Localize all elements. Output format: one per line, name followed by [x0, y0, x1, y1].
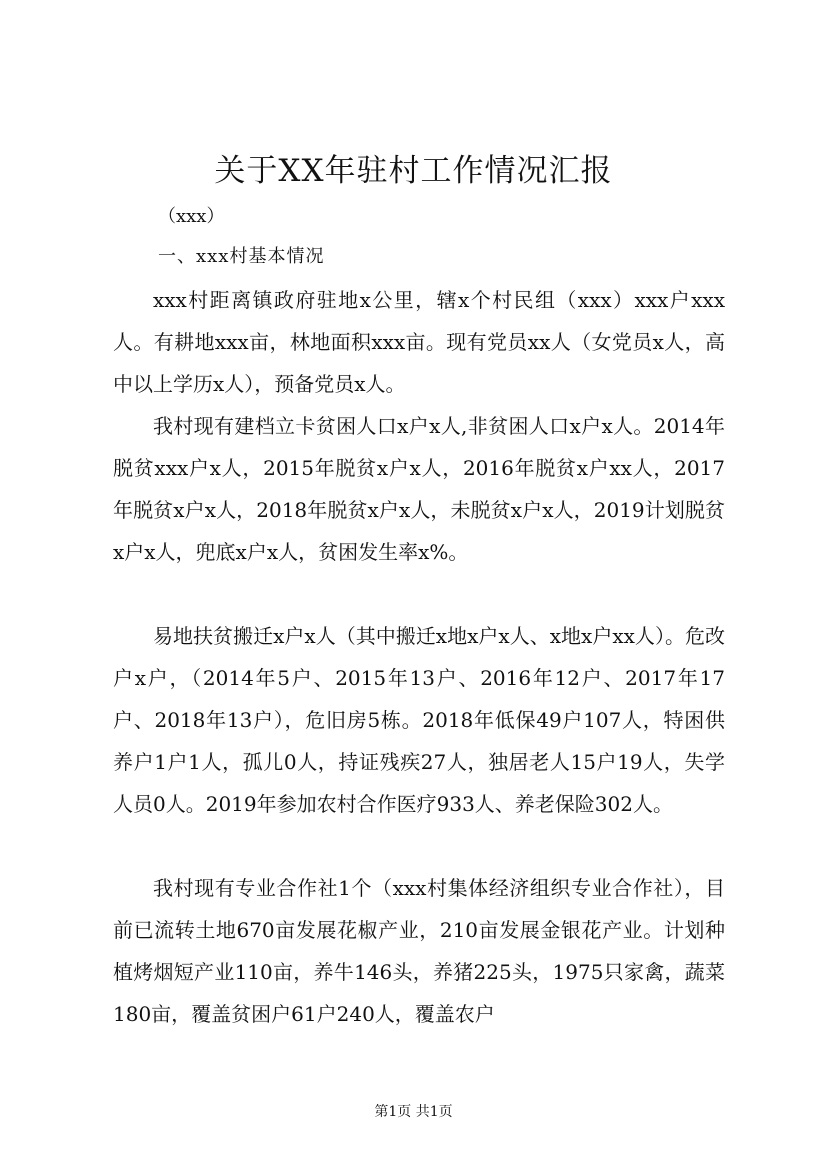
page-footer: 第1页 共1页	[374, 1104, 453, 1120]
paragraph: xxx村距离镇政府驻地x公里，辖x个村民组（xxx）xxx户xxx人。有耕地xxx亩，林地面积xxx亩。现有党员xx人（女党员x人，高中以上学历x人），预备党员x人。	[113, 288, 725, 396]
paragraph-block	[113, 615, 725, 825]
paragraph: 我村现有专业合作社1个（xxx村集体经济组织专业合作社），目前已流转土地670亩发展花椒产业，210亩发展金银花产业。计划种植烤烟短产业110亩，养牛146头，养猪225头，1975只家禽，蔬菜180亩，覆盖贫困户61户240人，覆盖农户	[113, 876, 725, 1026]
paragraph-block	[113, 279, 725, 405]
section-heading: 一、xxx村基本情况	[158, 246, 325, 267]
author-line: （xxx）	[158, 206, 225, 227]
paragraph-block	[113, 867, 725, 1035]
paragraph: 我村现有建档立卡贫困人口x户x人,非贫困人口x户x人。2014年脱贫xxx户x人，2015年脱贫x户x人，2016年脱贫x户xx人，2017年脱贫x户x人，2018年脱贫x户x人，未脱贫x户x人，2019计划脱贫x户x人，兜底x户x人，贫困发生率x%。	[113, 414, 725, 564]
paragraph: 易地扶贫搬迁x户x人（其中搬迁x地x户x人、x地x户xx人）。危改户x户，（2014年5户、2015年13户、2016年12户、2017年17户、2018年13户），危旧房5栋。2018年低保49户107人，特困供养户1户1人，孤儿0人，持证残疾27人，独居老人15户19人，失学人员0人。2019年参加农村合作医疗933人、养老保险302人。	[113, 624, 725, 816]
document-title: 关于XX年驻村工作情况汇报	[214, 153, 613, 189]
paragraph-block	[113, 405, 725, 573]
